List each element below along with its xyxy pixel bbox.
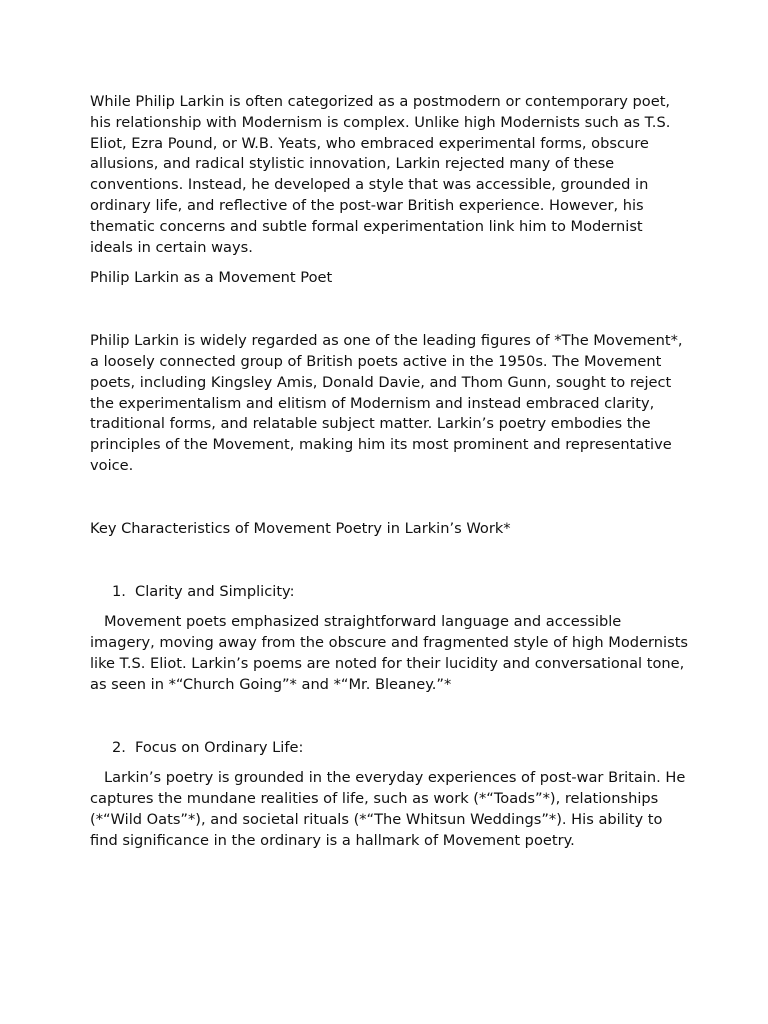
list-number: 2. (112, 738, 126, 756)
movement-paragraph: Philip Larkin is widely regarded as one of the leading figures of *The Movement*, a loosely connected group of British poets active in the 1950s. The Movement poets, including Kingsley Amis, Donald Davie, and Thom Gunn, sought to reject the experimentalism and elitism of Modernism and instead embraced clarity, traditional forms, and relatable subject matter. Larkin’s poetry embodies the principles of the Movement, making him its most prominent and representative voice. (90, 332, 683, 474)
section-heading-movement-poet: Philip Larkin as a Movement Poet (90, 269, 333, 287)
list-item-clarity (112, 582, 690, 603)
list-item-title: Clarity and Simplicity: (135, 582, 295, 600)
document-page (90, 92, 690, 852)
list-number: 1. (112, 582, 126, 600)
intro-paragraph: While Philip Larkin is often categorized as a postmodern or contemporary poet, his relationship with Modernism is complex. Unlike high Modernists such as T.S. Eliot, Ezra Pound, or W.B. Yeats, who embraced experimental forms, obscure allusions, and radical stylistic innovation, Larkin rejected many of these conventions. Instead, he developed a style that was accessible, grounded in ordinary life, and reflective of the post-war British experience. However, his thematic concerns and subtle formal experimentation link him to Modernist ideals in certain ways. (90, 93, 671, 256)
list-item-body: Movement poets emphasized straightforward language and accessible imagery, moving away from the obscure and fragmented style of high Modernists like T.S. Eliot. Larkin’s poems are noted for their lucidity and conversational tone, as seen in *“Church Going”* and *“Mr. Bleaney.”* (90, 613, 689, 693)
list-item-title: Focus on Ordinary Life: (135, 738, 304, 756)
list-item-body: Larkin’s poetry is grounded in the everyday experiences of post-war Britain. He captures the mundane realities of life, such as work (*“Toads”*), relationships (*“Wild Oats”*), and societal rituals (*“The Whitsun Weddings”*). His ability to find significance in the ordinary is a hallmark of Movement poetry. (90, 769, 686, 849)
list-item-ordinary-life (112, 738, 690, 759)
section-heading-key-characteristics: Key Characteristics of Movement Poetry in Larkin’s Work* (90, 519, 511, 537)
